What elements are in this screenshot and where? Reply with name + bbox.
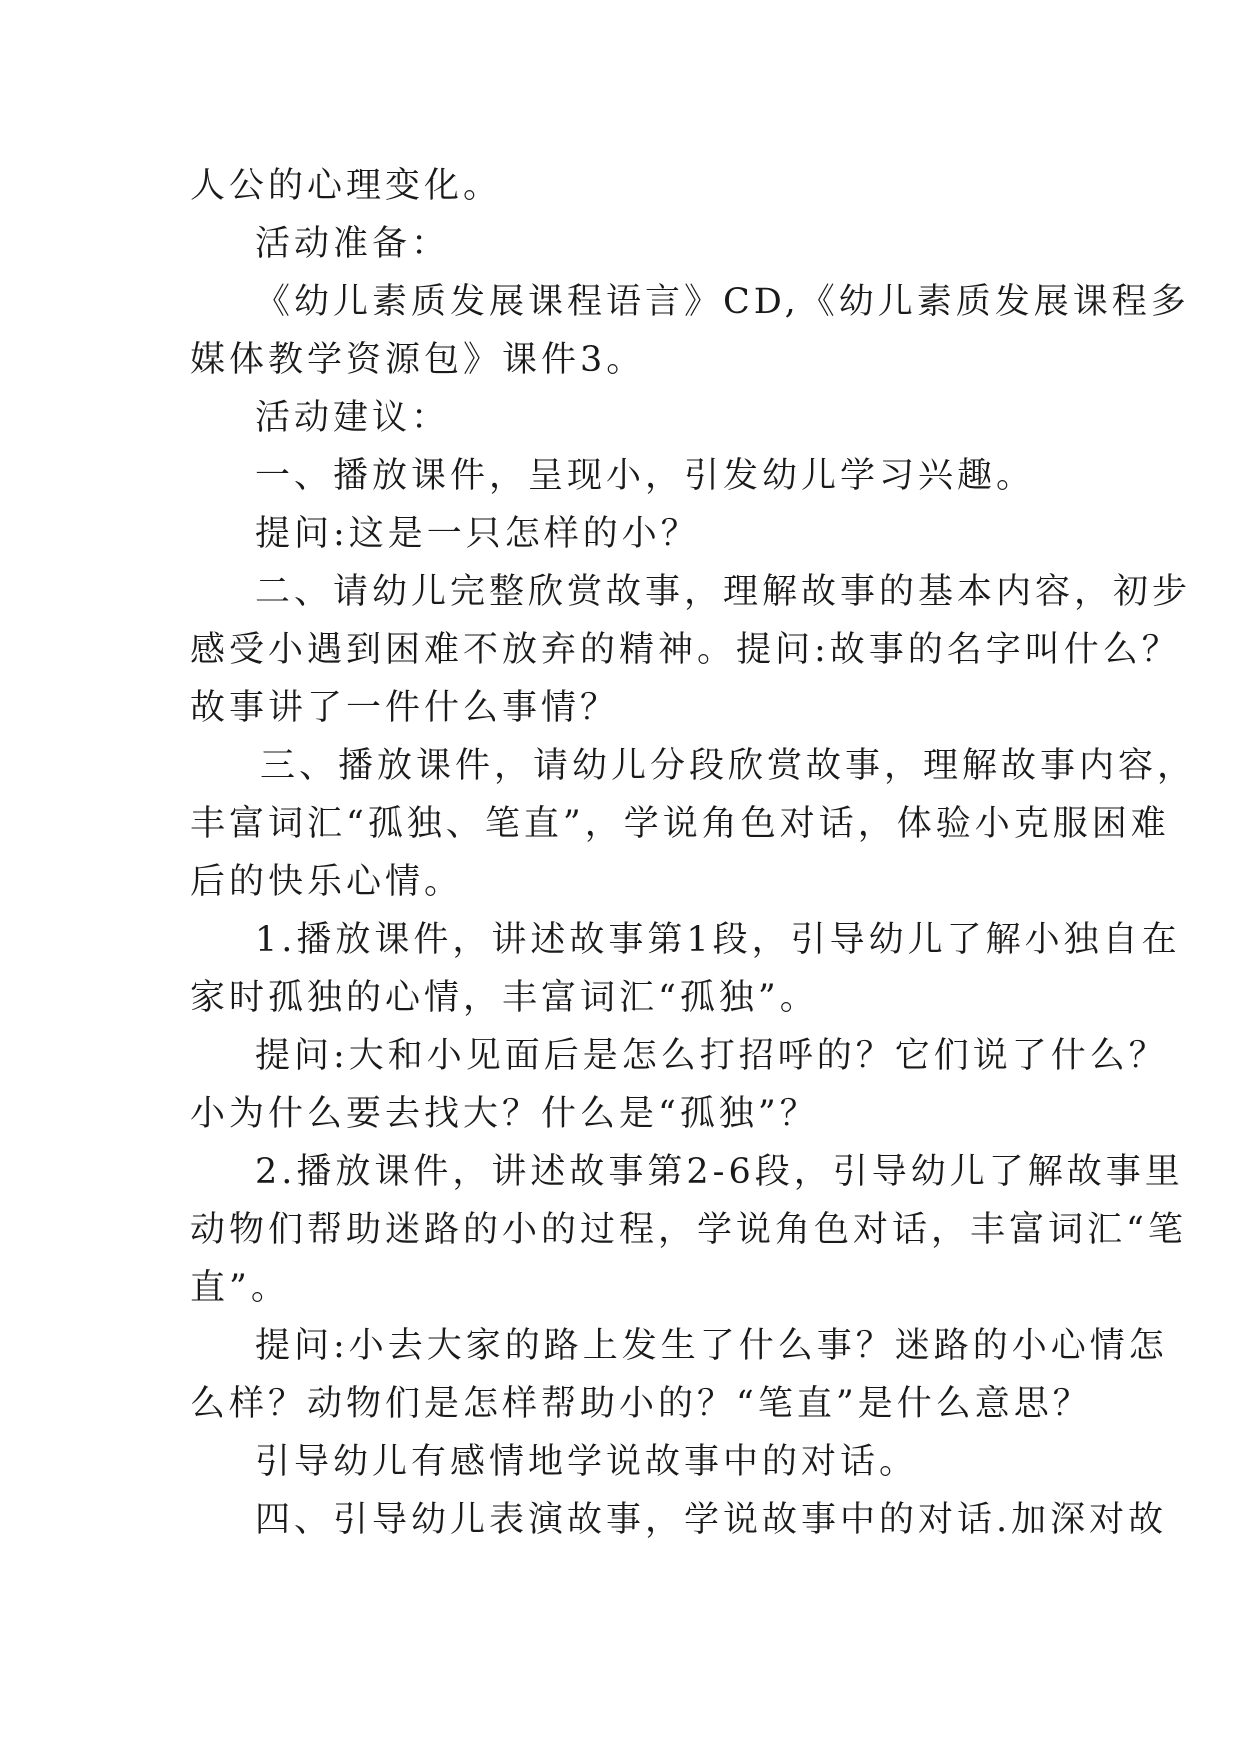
paragraph-line: 么样？动物们是怎样帮助小的？“笔直”是什么意思？ [190,1384,1092,1424]
paragraph-line: 后的快乐心情。 [190,862,464,902]
paragraph-line: 丰富词汇“孤独、笔直”，学说角色对话，体验小克服困难 [190,804,1170,844]
question-line: 提问:这是一只怎样的小？ [255,514,700,554]
paragraph-line: 《幼儿素质发展课程语言》CD,《幼儿素质发展课程多 [255,282,1190,322]
paragraph-line: 直”。 [190,1268,290,1308]
paragraph-line: 动物们帮助迷路的小的过程，学说角色对话，丰富词汇“笔 [190,1210,1187,1250]
paragraph-line: 家时孤独的心情，丰富词汇“孤独”。 [190,978,819,1018]
paragraph-line: 感受小遇到困难不放弃的精神。提问:故事的名字叫什么？ [190,630,1181,670]
step-heading-4: 四、引导幼儿表演故事，学说故事中的对话.加深对故 [255,1500,1168,1540]
question-line: 提问:大和小见面后是怎么打招呼的？它们说了什么？ [255,1036,1168,1076]
sub-step-1: 1.播放课件，讲述故事第1段，引导幼儿了解小独自在 [255,920,1181,960]
paragraph-line: 故事讲了一件什么事情？ [190,688,620,728]
section-heading-preparation: 活动准备： [255,224,451,264]
paragraph-line: 人公的心理变化。 [190,166,503,206]
sub-step-2: 2.播放课件，讲述故事第2-6段，引导幼儿了解故事里 [255,1152,1184,1192]
step-heading-3: 三、播放课件，请幼儿分段欣赏故事，理解故事内容， [260,746,1197,786]
document-body [190,157,1197,1549]
paragraph-line: 媒体教学资源包》课件3。 [190,340,646,380]
question-line: 提问:小去大家的路上发生了什么事？迷路的小心情怎 [255,1326,1168,1366]
paragraph-line: 小为什么要去找大？什么是“孤独”？ [190,1094,819,1134]
paragraph-line: 引导幼儿有感情地学说故事中的对话。 [255,1442,919,1482]
section-heading-suggestions: 活动建议： [255,398,451,438]
step-heading-2: 二、请幼儿完整欣赏故事，理解故事的基本内容，初步 [255,572,1192,612]
step-heading-1: 一、播放课件，呈现小，引发幼儿学习兴趣。 [255,456,1036,496]
